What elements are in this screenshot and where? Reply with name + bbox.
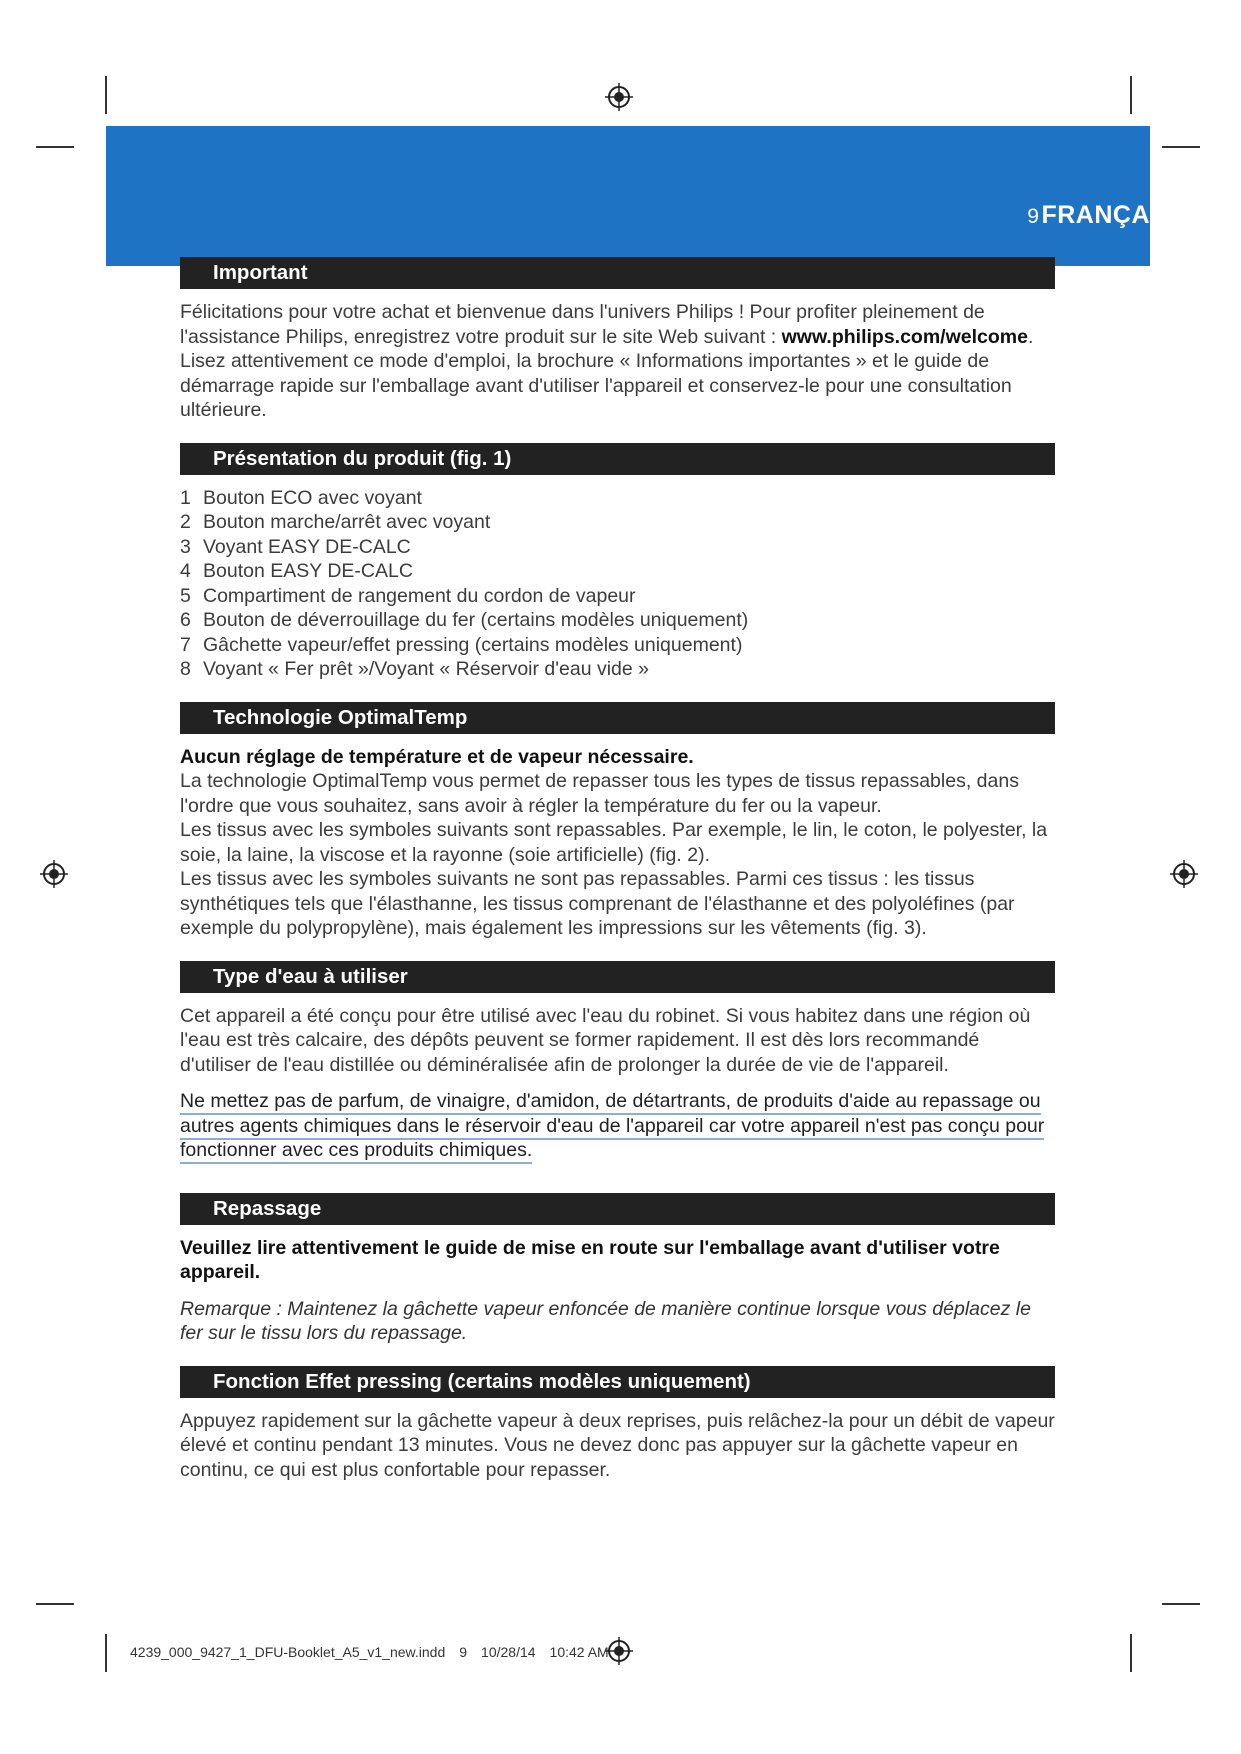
page-content: [180, 257, 1055, 1482]
list-item: 5 Compartiment de rangement du cordon de vapeur: [180, 584, 636, 607]
list-item: 3 Voyant EASY DE-CALC: [180, 535, 411, 558]
header-band: [106, 126, 1150, 266]
registration-mark-icon: [605, 83, 633, 111]
language-label: FRANÇA: [1041, 201, 1150, 229]
list-item: 4 Bouton EASY DE-CALC: [180, 560, 413, 582]
paragraph: Félicitations pour votre achat et bienvenue dans l'univers Philips ! Pour profiter pleinement de l'assistance Philips, enregistrez votre produit sur le site Web suivant : www.philips.com/welcome.: [180, 301, 1034, 348]
welcome-link[interactable]: www.philips.com/welcome: [781, 325, 1028, 348]
product-parts-list: [180, 475, 1055, 682]
crop-mark-top-right-h: [1162, 146, 1200, 148]
section-heading-presentation: Présentation du produit (fig. 1): [180, 443, 1055, 475]
crop-mark-bottom-left-h: [36, 1603, 74, 1605]
registration-mark-icon: [1170, 860, 1198, 888]
paragraph: Cet appareil a été conçu pour être utilisé avec l'eau du robinet. Si vous habitez dans une région où l'eau est très calcaire, des dépôts peuvent se former rapidement. Il est dès lors recommandé d'utiliser de l'eau distillée ou déminéralisée afin de prolonger la durée de vie de l'appareil.: [180, 1004, 1031, 1076]
section-pressing-body: [180, 1398, 1055, 1483]
paragraph: Les tissus avec les symboles suivants sont repassables. Par exemple, le lin, le coton, le polyester, la soie, la laine, la viscose et la rayonne (soie artificielle) (fig. 2).: [180, 819, 1048, 866]
paragraph: Appuyez rapidement sur la gâchette vapeur à deux reprises, puis relâchez-la pour un débit de vapeur élevé et continu pendant 13 minutes. Vous ne devez donc pas appuyer sur la gâchette vapeur en continu, ce qui est plus confortable pour repasser.: [180, 1409, 1055, 1481]
file-name: 4239_000_9427_1_DFU-Booklet_A5_v1_new.indd: [130, 1644, 446, 1660]
paragraph: Lisez attentivement ce mode d'emploi, la brochure « Informations importantes » et le guide de démarrage rapide sur l'emballage avant d'utiliser l'appareil et conservez-le pour une consultation ultérieure.: [180, 350, 1012, 421]
warning-text: Ne mettez pas de parfum, de vinaigre, d'amidon, de détartrants, de produits d'aide au repassage ou autres agents chimiques dans le réservoir d'eau de l'appareil car votre appareil n'est pas conçu pour fonctionner avec ces produits chimiques.: [180, 1089, 1055, 1163]
print-slug: [130, 1644, 623, 1660]
list-item: 7 Gâchette vapeur/effet pressing (certains modèles uniquement): [180, 633, 743, 656]
lead-text: Veuillez lire attentivement le guide de mise en route sur l'emballage avant d'utiliser votre appareil.: [180, 1236, 1000, 1283]
section-heading-important: Important: [180, 257, 1055, 289]
slug-page: 9: [459, 1644, 468, 1660]
crop-mark-top-left-v: [105, 76, 107, 114]
slug-date: 10/28/14: [481, 1644, 536, 1660]
paragraph: Les tissus avec les symboles suivants ne sont pas repassables. Parmi ces tissus : les tissus synthétiques tels que l'élasthanne, les tissus comprenant de l'élasthanne et des polyoléfines (par exemple du polypropylène), mais également les impressions sur les vêtements (fig. 3).: [180, 868, 1015, 939]
section-important-body: [180, 289, 1055, 423]
list-item: 2 Bouton marche/arrêt avec voyant: [180, 511, 491, 533]
crop-mark-bottom-right-h: [1162, 1603, 1200, 1605]
list-item: 6 Bouton de déverrouillage du fer (certains modèles uniquement): [180, 609, 749, 631]
section-optimaltemp-body: [180, 734, 1055, 941]
crop-mark-top-left-h: [36, 146, 74, 148]
section-heading-optimaltemp: Technologie OptimalTemp: [180, 702, 1055, 734]
crop-mark-bottom-left-v: [105, 1634, 107, 1672]
section-heading-pressing: Fonction Effet pressing (certains modèles uniquement): [180, 1366, 1055, 1398]
note-text: Remarque : Maintenez la gâchette vapeur enfoncée de manière continue lorsque vous déplacez le fer sur le tissu lors du repassage.: [180, 1297, 1031, 1344]
list-item: 8 Voyant « Fer prêt »/Voyant « Réservoir d'eau vide »: [180, 658, 649, 680]
registration-mark-icon: [40, 860, 68, 888]
lead-text: Aucun réglage de température et de vapeur nécessaire.: [180, 745, 694, 768]
slug-time: 10:42 AM: [549, 1644, 609, 1660]
crop-mark-top-right-v: [1130, 76, 1132, 114]
list-item: 1 Bouton ECO avec voyant: [180, 486, 422, 509]
page-header-title: [1027, 201, 1150, 230]
section-heading-ironing: Repassage: [180, 1193, 1055, 1225]
section-heading-water: Type d'eau à utiliser: [180, 961, 1055, 993]
crop-mark-bottom-right-v: [1130, 1634, 1132, 1672]
page-number: 9: [1027, 205, 1040, 228]
paragraph: La technologie OptimalTemp vous permet de repasser tous les types de tissus repassables, dans l'ordre que vous souhaitez, sans avoir à régler la température du fer ou la vapeur.: [180, 770, 1019, 817]
section-water-body: [180, 993, 1055, 1163]
section-ironing-body: [180, 1225, 1055, 1346]
